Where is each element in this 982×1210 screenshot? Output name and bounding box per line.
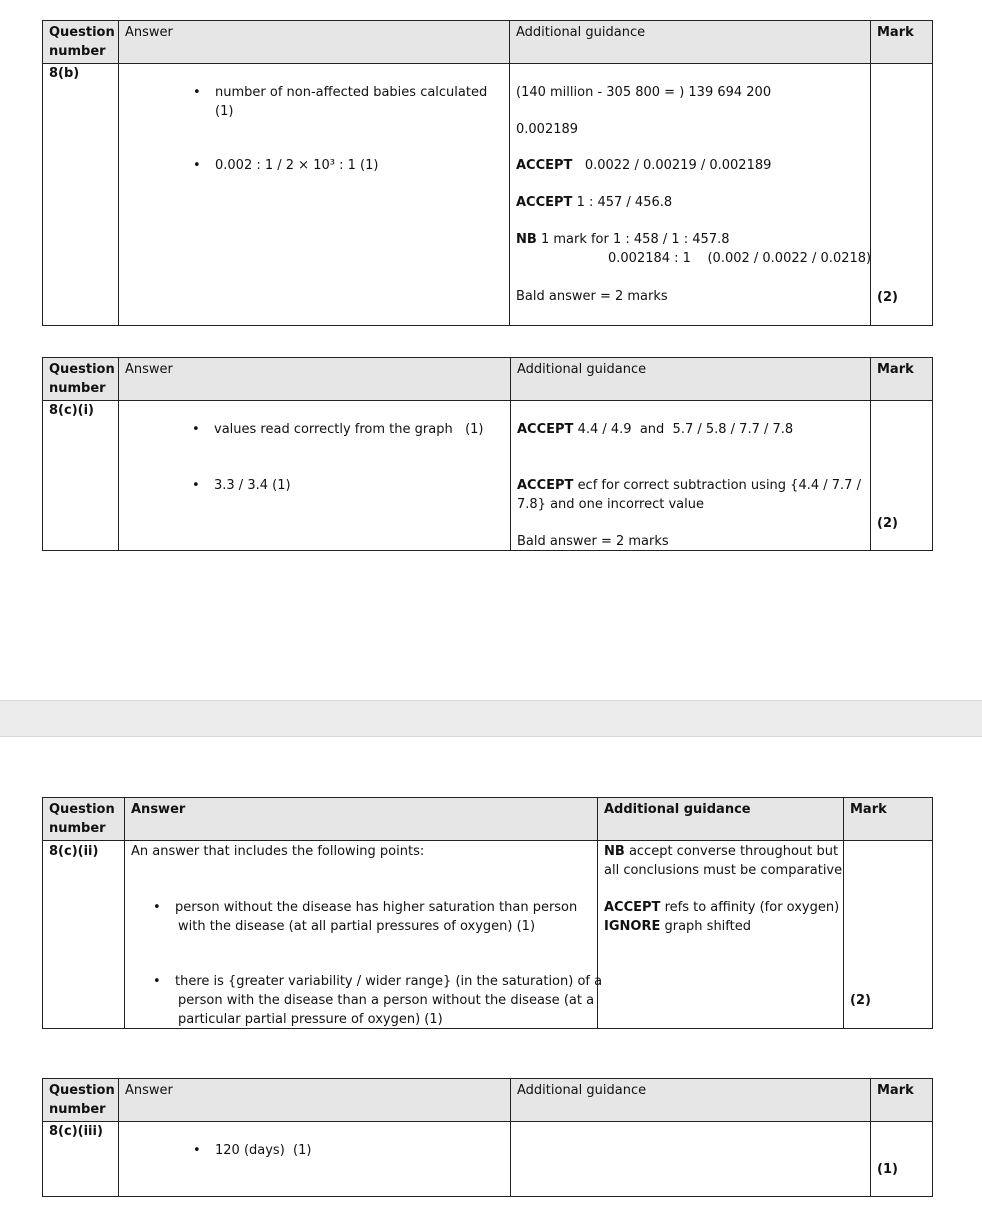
- header-answer: Answer: [119, 1079, 511, 1122]
- question-number: 8(c)(ii): [43, 841, 125, 1029]
- page-separator: [0, 700, 982, 737]
- mark-scheme-table-8ciii: [42, 1078, 933, 1197]
- guidance-cell: ACCEPT 4.4 / 4.9 and 5.7 / 5.8 / 7.7 / 7.8 ACCEPT ecf for correct subtraction using {4.4 / 7.7 / 7.8} and one incorrect value Bald answer = 2 marks: [511, 401, 871, 551]
- mark-cell: (2): [871, 401, 933, 551]
- header-guidance: Additional guidance: [510, 21, 871, 64]
- guidance-cell: [511, 1122, 871, 1197]
- answer-cell: • 120 (days) (1): [119, 1122, 511, 1197]
- header-question-number: Question number: [43, 798, 125, 841]
- guidance-cell: (140 million - 305 800 = ) 139 694 200 0.002189 ACCEPT 0.0022 / 0.00219 / 0.002189 ACCEPT 1 : 457 / 456.8 NB 1 mark for 1 : 458 / 1 : 457.8 0.002184 : 1 (0.002 / 0.0022 / 0.0218) Bald answer = 2 marks: [510, 64, 871, 326]
- answer-cell: An answer that includes the following points: • person without the disease has higher saturation than person with the disease (at all partial pressures of oxygen) (1) • there is {greater variability / wider range} (in the saturation) of a person with the disease than a person without the disease (at a particular partial pressure of oxygen) (1): [125, 841, 598, 1029]
- mark-scheme-table-8ci: [42, 357, 933, 551]
- answer-cell: • number of non-affected babies calculated (1) • 0.002 : 1 / 2 × 10³ : 1 (1): [119, 64, 510, 326]
- header-question-number: Question number: [43, 1079, 119, 1122]
- header-answer: Answer: [125, 798, 598, 841]
- mark-scheme-table-8cii: [42, 797, 933, 1029]
- guidance-cell: NB accept converse throughout but all conclusions must be comparative ACCEPT refs to affinity (for oxygen) IGNORE graph shifted: [598, 841, 844, 1029]
- header-mark: Mark: [871, 358, 933, 401]
- header-guidance: Additional guidance: [598, 798, 844, 841]
- mark-scheme-table-8b: [42, 20, 933, 326]
- header-mark: Mark: [871, 21, 933, 64]
- mark-cell: (1): [871, 1122, 933, 1197]
- header-guidance: Additional guidance: [511, 1079, 871, 1122]
- question-number: 8(c)(i): [43, 401, 119, 551]
- question-number: 8(b): [43, 64, 119, 326]
- question-number: 8(c)(iii): [43, 1122, 119, 1197]
- header-answer: Answer: [119, 358, 511, 401]
- header-question-number: Question number: [43, 358, 119, 401]
- answer-cell: • values read correctly from the graph (1) • 3.3 / 3.4 (1): [119, 401, 511, 551]
- header-mark: Mark: [871, 1079, 933, 1122]
- mark-cell: (2): [871, 64, 933, 326]
- header-guidance: Additional guidance: [511, 358, 871, 401]
- header-answer: Answer: [119, 21, 510, 64]
- header-mark: Mark: [844, 798, 933, 841]
- header-question-number: Question number: [43, 21, 119, 64]
- mark-cell: (2): [844, 841, 933, 1029]
